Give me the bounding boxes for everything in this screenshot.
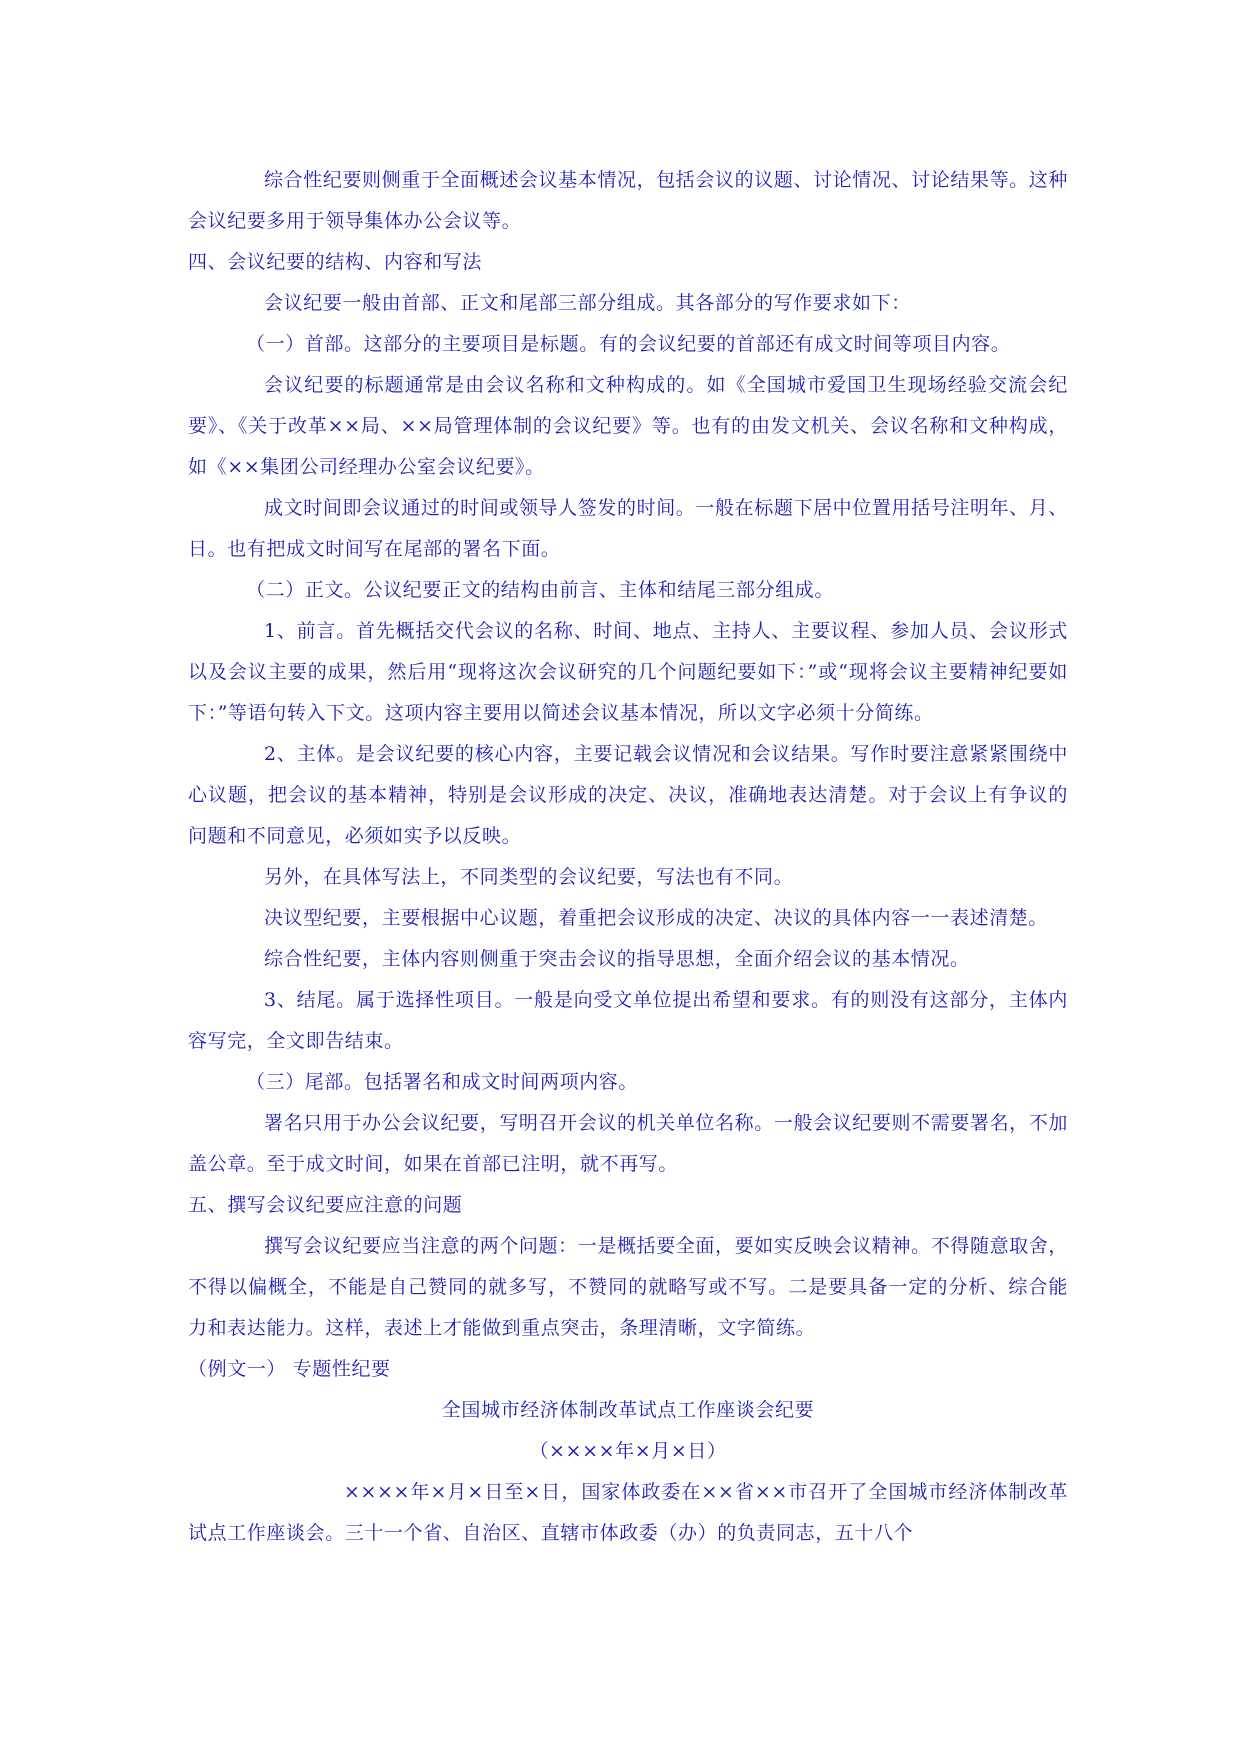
document-body — [188, 160, 1068, 1554]
paragraph-writing-notes: 撰写会议纪要应当注意的两个问题：一是概括要全面，要如实反映会议精神。不得随意取舍，不得以偏概全，不能是自己赞同的就多写，不赞同的就略写或不写。二是要具备一定的分析、综合能力和表达能力。这样，表述上才能做到重点突击，条理清晰，文字简练。 — [188, 1235, 1068, 1339]
paragraph-writing-differences: 另外，在具体写法上，不同类型的会议纪要，写法也有不同。 — [264, 866, 794, 888]
example-body-paragraph: ××××年×月×日至×日，国家体政委在××省××市召开了全国城市经济体制改革试点工作座谈会。三十一个省、自治区、直辖市体政委（办）的负责同志，五十八个 — [188, 1481, 1068, 1544]
paragraph-preface: 1、前言。首先概括交代会议的名称、时间、地点、主持人、主要议程、参加人员、会议形式以及会议主要的成果，然后用“现将这次会议研究的几个问题纪要如下：”或“现将会议主要精神纪要如下：”等语句转入下文。这项内容主要用以简述会议基本情况，所以文字必须十分简练。 — [188, 620, 1068, 724]
paragraph-tail-part: （三）尾部。包括署名和成文时间两项内容。 — [246, 1071, 639, 1093]
paragraph-date-of-document: 成文时间即会议通过的时间或领导人签发的时间。一般在标题下居中位置用括号注明年、月、日。也有把成文时间写在尾部的署名下面。 — [188, 497, 1068, 560]
section-heading-structure: 四、会议纪要的结构、内容和写法 — [188, 251, 483, 273]
section-heading-notes: 五、撰写会议纪要应注意的问题 — [188, 1194, 463, 1216]
paragraph-header-part: （一）首部。这部分的主要项目是标题。有的会议纪要的首部还有成文时间等项目内容。 — [246, 333, 1011, 355]
paragraph-structure-intro: 会议纪要一般由首部、正文和尾部三部分组成。其各部分的写作要求如下： — [264, 292, 911, 314]
example-date: （××××年×月×日） — [529, 1440, 727, 1462]
paragraph-resolution-type: 决议型纪要，主要根据中心议题，着重把会议形成的决定、决议的具体内容一一表述清楚。 — [264, 907, 1049, 929]
paragraph-signature: 署名只用于办公会议纪要，写明召开会议的机关单位名称。一般会议纪要则不需要署名，不加盖公章。至于成文时间，如果在首部已注明，就不再写。 — [188, 1112, 1068, 1175]
paragraph-comprehensive-summary: 综合性纪要则侧重于全面概述会议基本情况，包括会议的议题、讨论情况、讨论结果等。这种会议纪要多用于领导集体办公会议等。 — [188, 169, 1068, 232]
example-label: （例文一） 专题性纪要 — [188, 1358, 391, 1380]
paragraph-main-body: 2、主体。是会议纪要的核心内容，主要记载会议情况和会议结果。写作时要注意紧紧围绕中心议题，把会议的基本精神，特别是会议形成的决定、决议，准确地表达清楚。对于会议上有争议的问题和不同意见，必须如实予以反映。 — [188, 743, 1068, 847]
paragraph-title-composition: 会议纪要的标题通常是由会议名称和文种构成的。如《全国城市爱国卫生现场经验交流会纪要》、《关于改革××局、××局管理体制的会议纪要》等。也有的由发文机关、会议名称和文种构成，如《××集团公司经理办公室会议纪要》。 — [188, 374, 1068, 478]
paragraph-body-part: （二）正文。公议纪要正文的结构由前言、主体和结尾三部分组成。 — [246, 579, 835, 601]
paragraph-comprehensive-type: 综合性纪要，主体内容则侧重于突击会议的指导思想，全面介绍会议的基本情况。 — [264, 948, 970, 970]
example-title: 全国城市经济体制改革试点工作座谈会纪要 — [441, 1399, 815, 1421]
paragraph-ending: 3、结尾。属于选择性项目。一般是向受文单位提出希望和要求。有的则没有这部分，主体内容写完，全文即告结束。 — [188, 989, 1068, 1052]
